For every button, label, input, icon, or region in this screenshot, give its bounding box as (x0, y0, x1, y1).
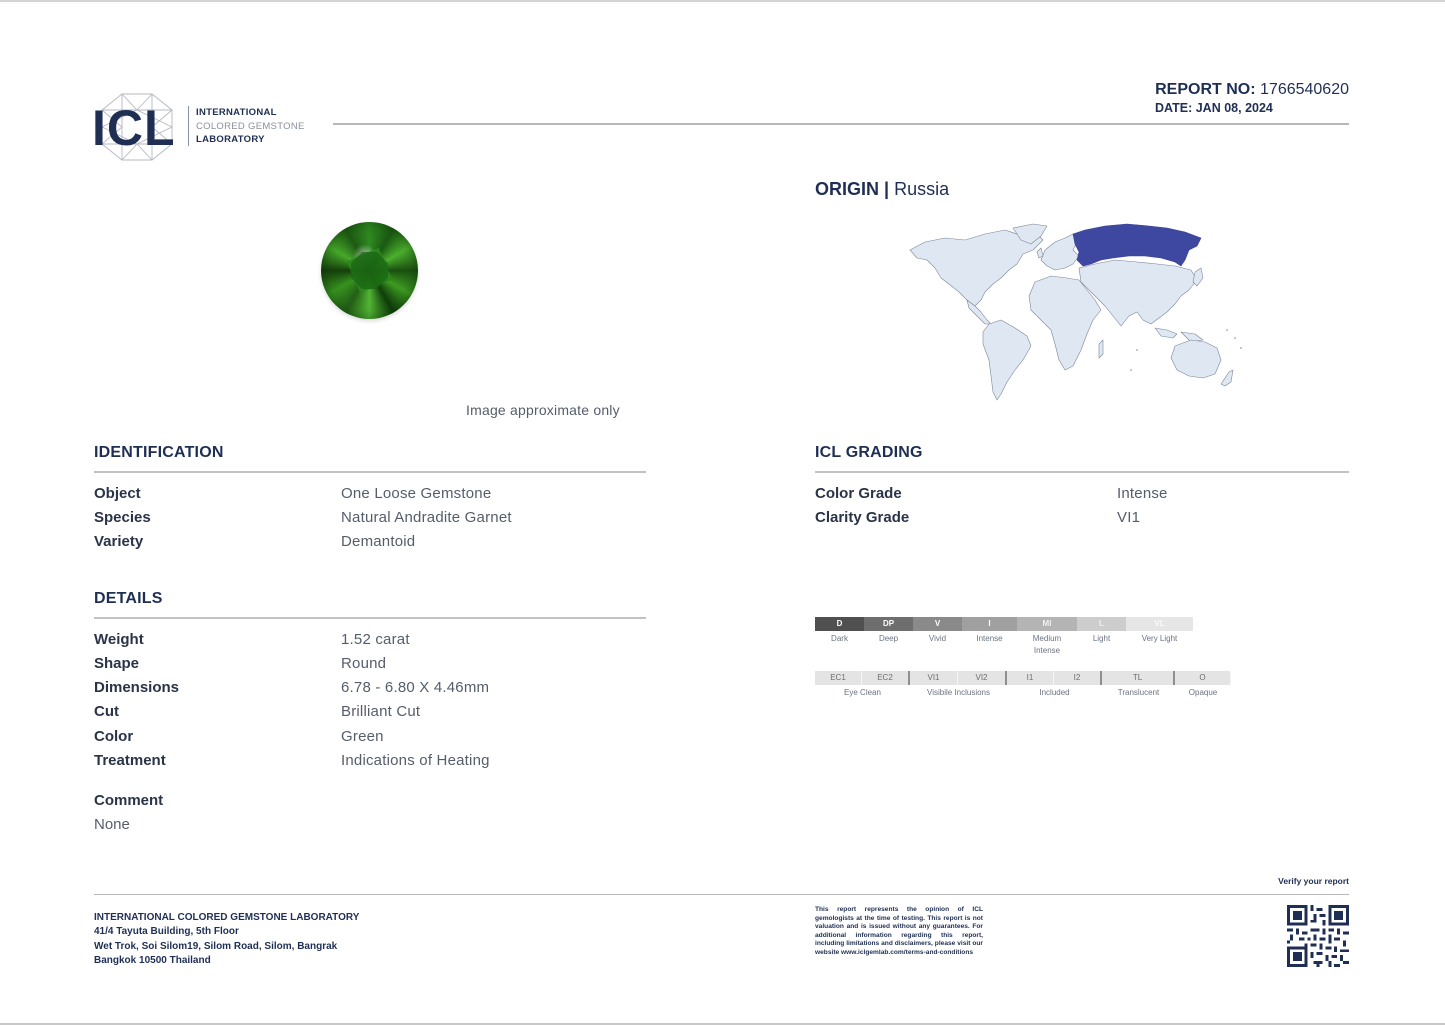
clarity-scale-label: Translucent (1117, 688, 1160, 697)
color-scale-label: Intense (976, 634, 1003, 643)
color-scale-labels (815, 633, 1193, 657)
details-title: DETAILS (94, 590, 163, 607)
image-caption: Image approximate only (466, 402, 620, 418)
color-scale-seg-v: V (913, 617, 962, 631)
verify-report-link[interactable]: Verify your report (1278, 876, 1349, 886)
origin-separator: | (884, 179, 890, 199)
gemstone-image (321, 222, 418, 319)
grading-divider (815, 471, 1349, 473)
clarity-scale-seg-tl: TL (1102, 671, 1175, 685)
clarity-scale-seg-vi1: VI1 (910, 671, 958, 685)
grading-title: ICL GRADING (815, 444, 923, 461)
logo-line-1: INTERNATIONAL (196, 107, 277, 118)
russia-highlight (1073, 224, 1201, 266)
color-scale-label: Medium Intense (1032, 634, 1062, 655)
color-scale-label: Deep (878, 634, 899, 643)
color-scale-seg-l: L (1077, 617, 1126, 631)
header-divider (333, 123, 1349, 125)
identification-title: IDENTIFICATION (94, 444, 224, 461)
details-value: Round (341, 655, 387, 672)
world-map-icon (905, 220, 1250, 405)
color-scale-seg-d: D (815, 617, 864, 631)
color-scale-label: Light (1092, 634, 1111, 643)
details-label: Treatment (94, 752, 166, 769)
grading-value: VI1 (1117, 509, 1141, 526)
clarity-scale-label: Included (1039, 688, 1070, 697)
color-scale-label: Vivid (928, 634, 947, 643)
clarity-scale-label: Eye Clean (844, 688, 881, 697)
logo-divider (188, 106, 189, 146)
clarity-scale-seg-i1: I1 (1007, 671, 1054, 685)
color-scale-seg-mi: MI (1017, 617, 1077, 631)
clarity-scale-seg-ec2: EC2 (862, 671, 910, 685)
icl-logo (92, 92, 322, 162)
clarity-grade-scale (815, 671, 1231, 685)
qr-code-icon[interactable] (1287, 905, 1349, 967)
color-scale-label: Very Light (1141, 634, 1178, 643)
report-number (1155, 81, 1349, 99)
identification-value: One Loose Gemstone (341, 485, 492, 502)
address-line-1: 41/4 Tayuta Building, 5th Floor (94, 926, 239, 938)
color-scale-seg-dp: DP (864, 617, 913, 631)
identification-label: Species (94, 509, 151, 526)
details-label: Shape (94, 655, 140, 672)
clarity-scale-seg-vi2: VI2 (958, 671, 1007, 685)
identification-label: Variety (94, 533, 144, 550)
details-label: Dimensions (94, 679, 180, 696)
clarity-scale-seg-o: O (1175, 671, 1231, 685)
identification-label: Object (94, 485, 141, 502)
clarity-scale-label: Visibile Inclusions (927, 688, 990, 697)
details-value: 6.78 - 6.80 X 4.46mm (341, 679, 490, 696)
logo-wordmark (196, 106, 305, 147)
clarity-scale-seg-ec1: EC1 (815, 671, 862, 685)
lab-name: INTERNATIONAL COLORED GEMSTONE LABORATORY (94, 912, 360, 923)
address-line-3: Bangkok 10500 Thailand (94, 954, 211, 966)
clarity-scale-label: Opaque (1188, 688, 1218, 697)
grading-value: Intense (1117, 485, 1168, 502)
color-scale-seg-vl: VL (1126, 617, 1193, 631)
color-grade-scale (815, 617, 1193, 631)
report-number-value: 1766540620 (1260, 81, 1349, 98)
details-value: Brilliant Cut (341, 703, 421, 720)
origin-heading (815, 179, 949, 200)
logo-line-2: COLORED GEMSTONE (196, 120, 305, 132)
grading-label: Color Grade (815, 485, 902, 502)
details-label: Cut (94, 703, 119, 720)
origin-value: Russia (894, 179, 950, 199)
lab-address (94, 911, 359, 968)
identification-value: Natural Andradite Garnet (341, 509, 512, 526)
color-scale-label: Dark (831, 634, 848, 643)
report-number-label: REPORT NO: (1155, 81, 1256, 98)
color-scale-seg-i: I (962, 617, 1017, 631)
details-value: Indications of Heating (341, 752, 490, 769)
clarity-scale-seg-i2: I2 (1054, 671, 1102, 685)
logo-line-3: LABORATORY (196, 134, 265, 145)
identification-divider (94, 471, 646, 473)
disclaimer-text: This report represents the opinion of ICL gemologists at the time of testing. This report is not valuation and is issued without any guarantees. For additional information regarding this report, including limitations and disclaimers, please visit our website www.iclgemlab.com/terms-and-conditions (815, 906, 983, 956)
address-line-2: Wet Trok, Soi Silom19, Silom Road, Silom, Bangrak (94, 940, 338, 952)
clarity-scale-labels (815, 687, 1231, 699)
details-value: Green (341, 728, 384, 745)
comment-value: None (94, 816, 130, 833)
details-label: Weight (94, 631, 144, 648)
details-value: 1.52 carat (341, 631, 410, 648)
footer-divider (94, 894, 1349, 895)
logo-mark-text: ICL (92, 100, 176, 156)
origin-label: ORIGIN (815, 179, 880, 199)
details-divider (94, 617, 646, 619)
details-label: Color (94, 728, 134, 745)
comment-label: Comment (94, 792, 164, 809)
report-date: DATE: JAN 08, 2024 (1155, 101, 1273, 115)
identification-value: Demantoid (341, 533, 416, 550)
grading-label: Clarity Grade (815, 509, 910, 526)
